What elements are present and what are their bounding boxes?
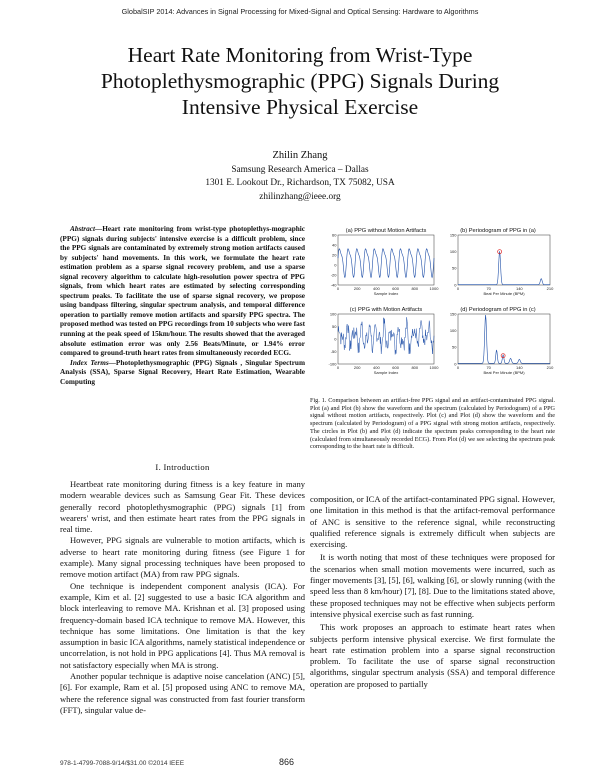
x-tick-label: 210 xyxy=(546,286,554,291)
panel-b-frame xyxy=(458,235,550,285)
x-tick-label: 600 xyxy=(392,286,399,291)
panel-d-frame xyxy=(458,314,550,364)
x-tick-label: 800 xyxy=(411,365,419,370)
x-tick-label: 600 xyxy=(392,365,399,370)
footer-copyright: 978-1-4799-7088-9/14/$31.00 ©2014 IEEE xyxy=(60,760,185,767)
figure-1 xyxy=(318,225,558,390)
paper-title xyxy=(40,42,560,120)
panel-a-series xyxy=(338,249,434,278)
y-tick-label: -50 xyxy=(330,348,337,354)
x-tick-label: 1000 xyxy=(429,365,439,370)
x-tick-label: 0 xyxy=(336,365,340,370)
panel-b-series xyxy=(458,251,550,284)
y-tick-label: 0 xyxy=(334,262,337,268)
panel-b-title: (b) Periodogram of PPG in (a) xyxy=(460,228,536,234)
left-column xyxy=(60,479,305,716)
x-tick-label: 70 xyxy=(486,365,491,370)
paragraph: It is worth noting that most of these techniques were proposed for the scenarios when small motion movements were incurred, such as finger movements [3], [5], [6], walking [6], or slowly running (with the speed less than 8 km/hour) [7], [8]. Due to the limitations stated above, these proposed techniques may not be effective when subjects perform intensive physical exercise such as fast running. xyxy=(310,552,555,619)
abstract-text: Heart rate monitoring from wrist-type photoplethys-mographic (PPG) signals during subjects' intensive exercise is a difficult problem, since the PPG signals are contaminated by extremely strong motion artifacts caused by subjects' hand movements. In this work, we formulate the heart rate estimation problem as a sparse signal recovery problem, and use a sparse signal recovery algorithm to calculate high-resolution power spectra of PPG signals, from which heart rates are estimated by selecting corresponding spectrum peaks. To facilitate the use of sparse signal recovery, we propose using bandpass filtering, singular spectrum analysis, and temporal difference operation to partially remove motion artifacts and sparsify PPG spectra. The proposed method was tested on PPG recordings from 10 subjects who were fast running at the peak speed of 15km/hour. The results showed that the averaged absolute estimation error was only 2.56 Beats/Minute, or 1.94% error compared to ground-truth heart rates from simultaneously recorded ECG. xyxy=(60,225,305,358)
panel-c-title: (c) PPG with Motion Artifacts xyxy=(349,307,423,313)
title-line-1: Heart Rate Monitoring from Wrist-Type xyxy=(127,43,473,67)
affiliation-org: Samsung Research America – Dallas xyxy=(231,165,369,175)
affiliation-address: 1301 E. Lookout Dr., Richardson, TX 75082, USA xyxy=(205,178,395,188)
x-tick-label: 70 xyxy=(486,286,491,291)
panel-d-title: (d) Periodogram of PPG in (c) xyxy=(460,307,536,313)
y-tick-label: 50 xyxy=(332,323,337,329)
x-tick-label: 400 xyxy=(373,286,380,291)
figure-caption: Fig. 1. Comparison between an artifact-free PPG signal and an artifact-contaminated PPG signal. Plot (a) and Plot (b) show the waveform and the spectrum (calculated by Periodogram) of a PPG signal without motion artifacts, respectively. Plot (c) and Plot (d) show the waveform and the spectrum (calculated by Periodogram) of a PPG signal with strong motion artifacts, respectively. The circles in Plot (b) and Plot (d) indicate the spectrum peaks corresponding to the heart rate (calculated from simultaneously recorded ECG). From Plot (d) we see selecting the spectrum peak corresponding to the heart rate is difficult. xyxy=(310,397,555,451)
y-tick-label: 60 xyxy=(332,232,337,238)
panel-b xyxy=(450,228,554,296)
paragraph: However, PPG signals are vulnerable to motion artifacts, which is adverse to heart rate monitoring during fitness (see Figure 1 for example). Many signal processing techniques have been proposed to remove motion artifact (MA) from raw PPG signals. xyxy=(60,535,305,580)
panel-c-xlabel: Sample Index xyxy=(373,370,399,375)
y-tick-label: 40 xyxy=(332,242,337,248)
paragraph: One technique is independent component analysis (ICA). For example, Kim et al. [2] suggested to use a basic ICA algorithm and block interleaving to remove MA. Krishnan et al. [3] proposed using frequency-domain based ICA technique to remove MA. However, this technique has some limitations. One limitation is that the key assumption in basic ICA algorithms, namely statistical independence or uncorrelation, is not hold in PPG applications [4]. Thus MA removal is not satisfactory especially when MA is strong. xyxy=(60,580,305,670)
x-tick-label: 1000 xyxy=(429,286,439,291)
right-column xyxy=(310,494,555,690)
y-tick-label: 150 xyxy=(449,232,457,238)
panel-a-title: (a) PPG without Motion Artifacts xyxy=(345,228,427,234)
panel-c-series xyxy=(338,317,434,354)
panel-d-series xyxy=(458,315,550,363)
index-terms-label: Index Terms— xyxy=(70,358,116,367)
paragraph: Another popular technique is adaptive noise cancelation (ANC) [5], [6]. For example, Ram et al. [5] proposed using ANC to remove MA, where the reference signal was constructed from fast fourier transform (FFT), singular value de- xyxy=(60,671,305,715)
y-tick-label: 0 xyxy=(454,361,457,367)
panel-a-xlabel: Sample Index xyxy=(373,291,399,296)
author-name: Zhilin Zhang xyxy=(272,150,328,161)
y-tick-label: -100 xyxy=(328,361,337,367)
y-tick-label: 100 xyxy=(449,249,457,255)
y-tick-label: 100 xyxy=(449,328,457,334)
section-heading: I. Introduction xyxy=(155,462,210,472)
running-header: GlobalSIP 2014: Advances in Signal Processing for Mixed-Signal and Optical Sensing: Hardware to Algorithms xyxy=(121,7,479,16)
panel-c xyxy=(328,307,439,375)
y-tick-label: 150 xyxy=(449,311,457,317)
x-tick-label: 200 xyxy=(353,365,361,370)
panel-a xyxy=(331,228,440,296)
abstract-label: Abstract— xyxy=(70,225,103,233)
x-tick-label: 140 xyxy=(515,286,523,291)
x-tick-label: 140 xyxy=(515,365,523,370)
x-tick-label: 0 xyxy=(336,286,340,291)
index-terms-text: Photoplethysmographic (PPG) Signals , Singular Spectrum Analysis (SSA), Sparse Signal Recovery, Heart Rate Estimation, Wearable Computing xyxy=(60,358,305,386)
panel-b-xlabel: Beat Per Minute (BPM) xyxy=(483,291,525,296)
y-tick-label: 50 xyxy=(452,344,457,350)
page-number: 866 xyxy=(279,757,295,767)
y-tick-label: -20 xyxy=(330,272,337,278)
y-tick-label: 0 xyxy=(454,282,457,288)
panel-c-frame xyxy=(338,314,434,364)
paragraph: This work proposes an approach to estimate heart rates when subjects perform intensive physical exercise. We first formulate the heart rate estimation problem into a sparse signal reconstruction problem. To facilitate the use of sparse signal reconstruction algorithms, singular spectrum analysis (SSA) and temporal difference operation are proposed to partially xyxy=(310,622,555,689)
paragraph: composition, or ICA of the artifact-contaminated PPG signal. However, one limitation in this method is that the artifact-removal performance of ANC is sensitive to the reference signal, while reconstructing qualified reference signals is extremely difficult when subjects are exercising. xyxy=(310,494,555,550)
x-tick-label: 800 xyxy=(411,286,419,291)
x-tick-label: 200 xyxy=(353,286,361,291)
title-line-2: Photoplethysmographic (PPG) Signals During xyxy=(100,69,500,93)
y-tick-label: -40 xyxy=(330,282,337,288)
y-tick-label: 100 xyxy=(329,311,337,317)
paragraph: Heartbeat rate monitoring during fitness is a key feature in many modern wearable devices such as Samsung Gear Fit. These devices generally record photoplethysmographic (PPG) signals [1] from wearers' wrist, and then estimate heart rates from the PPG signals in real time. xyxy=(60,479,305,535)
y-tick-label: 50 xyxy=(452,265,457,271)
x-tick-label: 0 xyxy=(456,365,460,370)
panel-d xyxy=(450,307,554,375)
x-tick-label: 0 xyxy=(456,286,460,291)
y-tick-label: 0 xyxy=(334,336,337,342)
x-tick-label: 210 xyxy=(546,365,554,370)
title-line-3: Intensive Physical Exercise xyxy=(181,95,419,119)
abstract xyxy=(60,225,305,387)
author-email: zhilinzhang@ieee.org xyxy=(259,192,341,202)
figure-1-plots xyxy=(318,225,558,390)
panel-d-xlabel: Beat Per Minute (BPM) xyxy=(483,370,525,375)
y-tick-label: 20 xyxy=(332,252,337,258)
x-tick-label: 400 xyxy=(373,365,380,370)
